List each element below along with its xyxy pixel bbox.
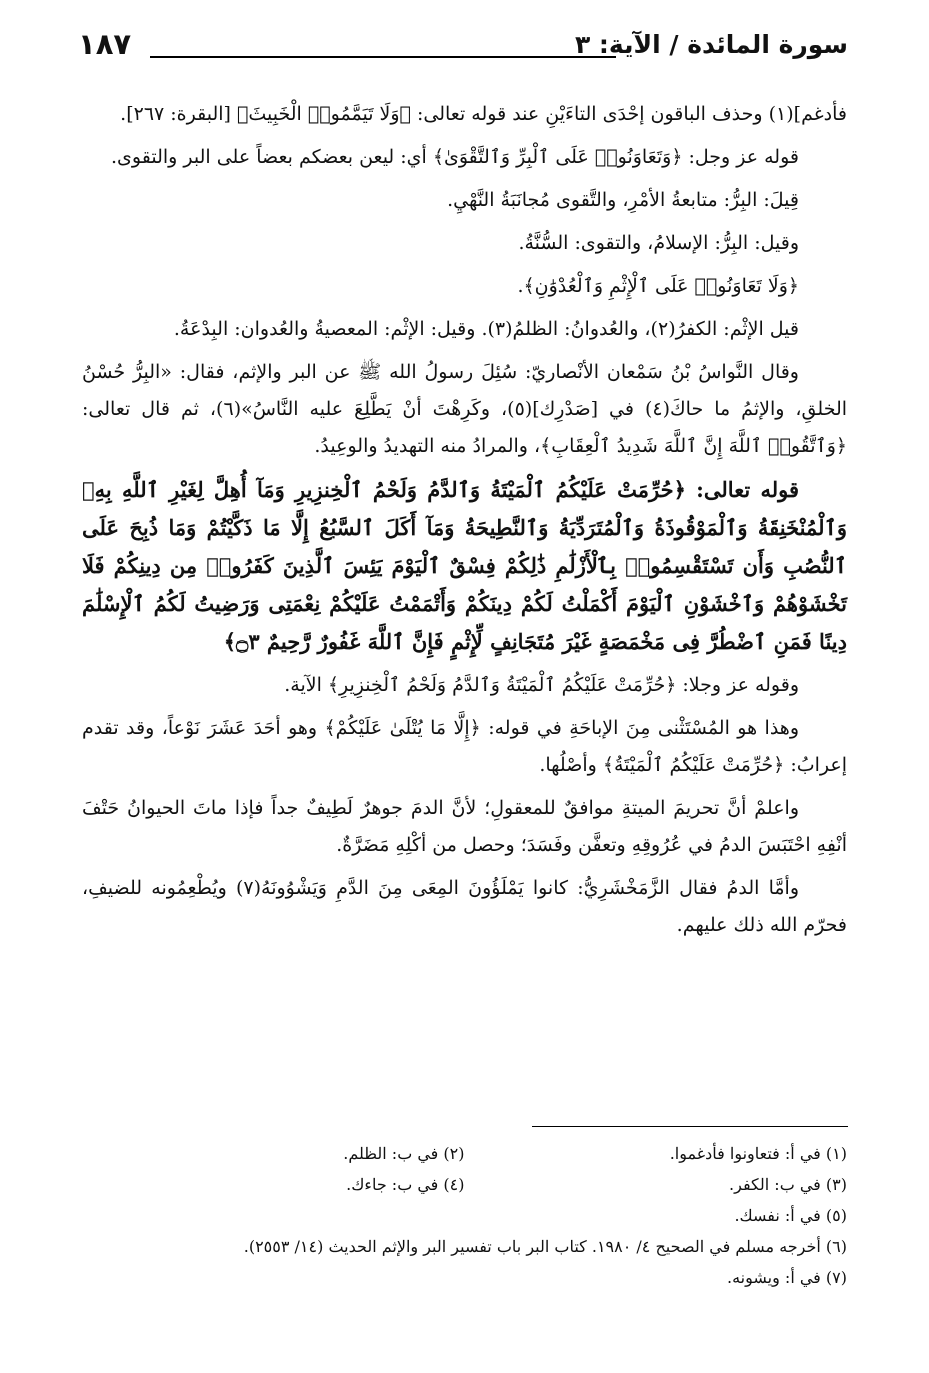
footnote-row [82, 1169, 847, 1200]
header-rule [150, 56, 616, 58]
paragraph: قيل الإثْم: الكفرُ(٢)، والعُدوانُ: الظلمُ(٣). وقيل: الإثْم: المعصيةُ والعُدوان: البِدْعَةُ. [173, 318, 799, 340]
paragraph: وهذا هو المُسْتَثْنى مِنَ الإباحَةِ في قوله: ﴿إِلَّا مَا يُتْلَىٰ عَلَيْكُمْ﴾ وهو أحَدَ عَشَرَ نَوْعاً، وقد تقدم إعرابُ: ﴿حُرِّمَتْ عَلَيْكُمُ ٱلْمَيْتَةُ﴾ وأصْلُها. [82, 717, 847, 776]
footnote: (١) في أ: فتعاونوا فأدغموا. [669, 1144, 847, 1163]
footnote-row [82, 1138, 847, 1169]
paragraph: وأمَّا الدمُ فقال الزَّمَخْشَرِيُّ: كانوا يَمْلَؤُونَ المِعَى مِنَ الدَّمِ وَيَشْوُونَهُ(٧) ويُطْعِمُونه للضيفِ، فحرّم الله ذلك عليهم. [82, 877, 847, 936]
paragraph: وقوله عز وجلا: ﴿حُرِّمَتْ عَلَيْكُمُ ٱلْمَيْتَةُ وَٱلدَّمُ وَلَحْمُ ٱلْخِنزِيرِ﴾ الآية. [284, 674, 799, 696]
paragraph: وقيل: البِرُّ: الإسلامُ، والتقوى: السُّنَّةُ. [518, 232, 799, 254]
page-number: ١٨٧ [78, 27, 132, 61]
quran-quote: ﴿وَلَا تَعَاوَنُوا۟ عَلَى ٱلْإِثْمِ وَٱلْعُدْوَٰنِ﴾. [517, 275, 799, 297]
paragraph: وقال النَّواسُ بْنُ سَمْعان الأنْصاريّ: سُئِلَ رسولُ الله ﷺ عن البر والإثم، فقال: «البِرُّ حُسْنُ الخلقِ، والإثمُ ما حاكَ(٤) في [صَدْرِك](٥)، وكَرِهْتَ أنْ يَطَّلِعَ عليه النَّاسُ»(٦)، ثم قال تعالى: ﴿وَٱتَّقُوا۟ ٱللَّهَ إِنَّ ٱللَّهَ شَدِيدُ ٱلْعِقَابِ﴾، والمرادُ منه التهديدُ والوعِيدُ. [82, 361, 848, 457]
page-header [78, 27, 848, 70]
paragraph: قوله عز وجل: ﴿وَتَعَاوَنُوا۟ عَلَى ٱلْبِرِّ وَٱلتَّقْوَىٰ﴾ أي: ليعن بعضكم بعضاً على البر والتقوى. [111, 146, 799, 168]
quran-verse: قوله تعالى: ﴿حُرِّمَتْ عَلَيْكُمُ ٱلْمَيْتَةُ وَٱلدَّمُ وَلَحْمُ ٱلْخِنزِيرِ وَمَآ أُهِلَّ لِغَيْرِ ٱللَّهِ بِهِۦ وَٱلْمُنْخَنِقَةُ وَٱلْمَوْقُوذَةُ وَٱلْمُتَرَدِّيَةُ وَٱلنَّطِيحَةُ وَمَآ أَكَلَ ٱلسَّبُعُ إِلَّا مَا ذَكَّيْتُمْ وَمَا ذُبِحَ عَلَى ٱلنُّصُبِ وَأَن تَسْتَقْسِمُوا۟ بِٱلْأَزْلَٰمِ ذَٰلِكُمْ فِسْقٌ ٱلْيَوْمَ يَئِسَ ٱلَّذِينَ كَفَرُوا۟ مِن دِينِكُمْ فَلَا تَخْشَوْهُمْ وَٱخْشَوْنِ ٱلْيَوْمَ أَكْمَلْتُ لَكُمْ دِينَكُمْ وَأَتْمَمْتُ عَلَيْكُمْ نِعْمَتِى وَرَضِيتُ لَكُمُ ٱلْإِسْلَٰمَ دِينًا فَمَنِ ٱضْطُرَّ فِى مَخْمَصَةٍ غَيْرَ مُتَجَانِفٍ لِّإِثْمٍ فَإِنَّ ٱللَّهَ غَفُورٌ رَّحِيمٌ ۝٣﴾ [82, 477, 847, 654]
footnote: (٧) في أ: ويشونه. [727, 1268, 847, 1287]
footnote: (٤) في ب: جاءك. [346, 1175, 465, 1194]
footnote: (٢) في ب: الظلم. [343, 1144, 465, 1163]
footnote: (٥) في أ: نفسك. [734, 1206, 847, 1225]
footnote-separator [532, 1126, 848, 1127]
paragraph: قِيلَ: البِرُّ: متابعةُ الأمْرِ، والتَّقوى مُجانَبَةُ النَّهْيِ. [447, 189, 799, 211]
footnote: (٣) في ب: الكفر. [729, 1175, 847, 1194]
body-text [82, 96, 847, 950]
footnote: (٦) أخرجه مسلم في الصحيح ٤/ ١٩٨٠. كتاب البر باب تفسير البر والإثم الحديث (١٤/ ٢٥٥٣). [243, 1237, 847, 1256]
paragraph: واعلمْ أنَّ تحريمَ الميتةِ موافقٌ للمعقولِ؛ لأنَّ الدمَ جوهرٌ لَطِيفٌ جداً فإذا ماتَ الحيوانُ حَتْفَ أنْفِهِ احْتَبَسَ الدمُ في عُرُوقِهِ وتعفَّن وفَسَدَ؛ وحصل من أكْلِهِ مَضَرَّةٌ. [82, 797, 847, 856]
surah-title: سورة المائدة / الآية: ٣ [574, 30, 848, 59]
paragraph: فأدغم](١) وحذف الباقون إحْدَى التاءَيْنِ عند قوله تعالى: ﴿وَلَا تَيَمَّمُوا۟ الْخَبِيثَ﴾ [البقرة: ٢٦٧]. [120, 103, 847, 125]
footnotes [82, 1138, 847, 1293]
